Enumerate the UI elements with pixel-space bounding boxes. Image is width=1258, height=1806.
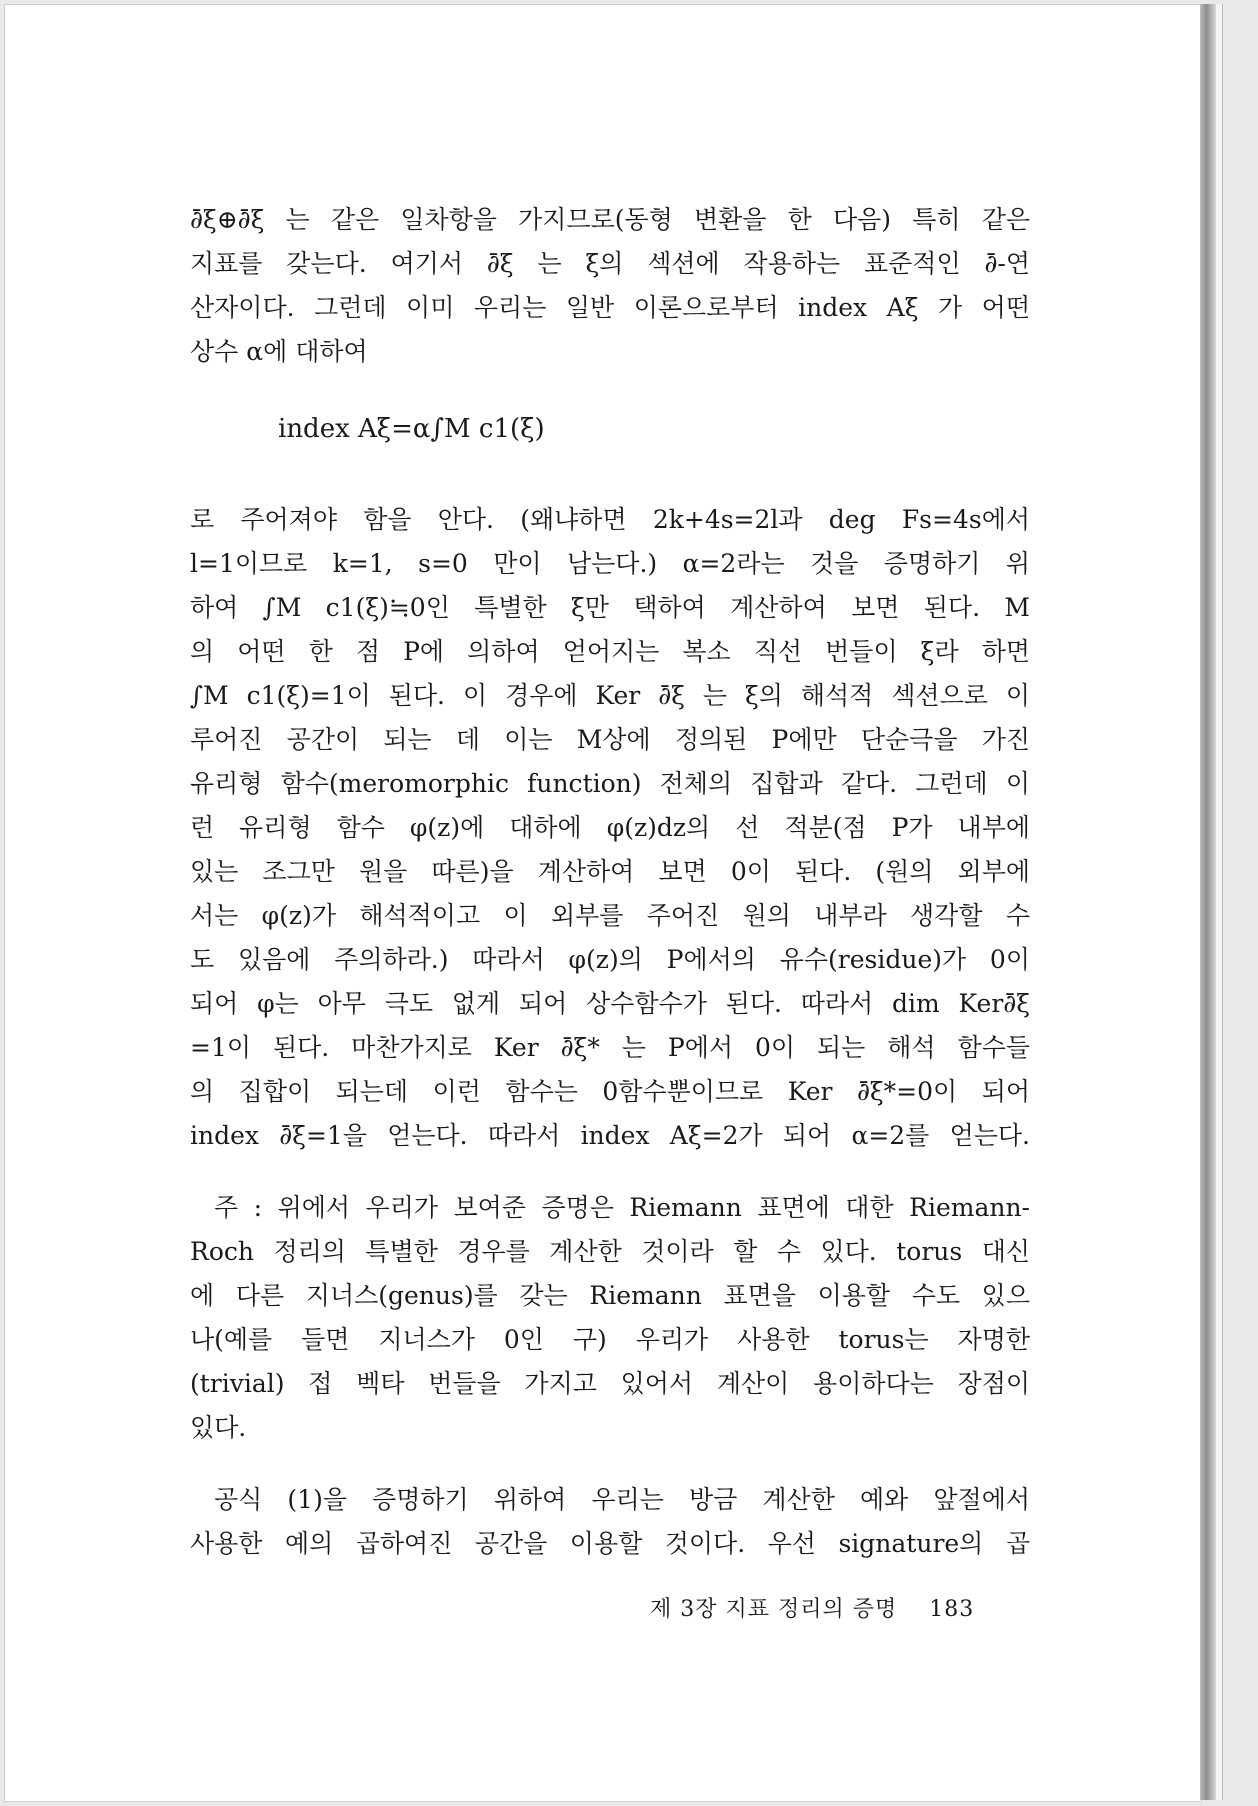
text-line: 사용한 예의 곱하여진 공간을 이용할 것이다. 우선 signature의 곱 xyxy=(190,1529,1030,1558)
text-line: 런 유리형 함수 φ(z)에 대하에 φ(z)dz의 선 적분(점 P가 내부에 xyxy=(190,813,1030,842)
page-footer xyxy=(650,1592,974,1623)
text-line: ∂̄ξ⊕∂̄ξ 는 같은 일차항을 가지므로(동형 변환을 한 다음) 특히 같은 xyxy=(190,205,1030,234)
page-edge-shadow xyxy=(1200,4,1216,1800)
text-line: 에 다른 지너스(genus)를 갖는 Riemann 표면을 이용할 수도 있으 xyxy=(190,1281,1030,1310)
text-line: Roch 정리의 특별한 경우를 계산한 것이라 할 수 있다. torus 대신 xyxy=(190,1237,1030,1266)
text-line: ∫M c1(ξ)=1이 된다. 이 경우에 Ker ∂̄ξ 는 ξ의 해석적 섹션으로 이 xyxy=(190,681,1030,710)
paragraph-2 xyxy=(190,498,1030,1158)
text-line: 상수 α에 대하여 xyxy=(190,337,368,366)
text-line: 유리형 함수(meromorphic function) 전체의 집합과 같다. 그런데 이 xyxy=(190,769,1030,798)
text-line: 주 : 위에서 우리가 보여준 증명은 Riemann 표면에 대한 Riemann- xyxy=(214,1193,1030,1222)
paragraph-4 xyxy=(190,1478,1030,1566)
page-number: 183 xyxy=(929,1597,975,1622)
text-line: 의 어떤 한 점 P에 의하여 얻어지는 복소 직선 번들이 ξ라 하면 xyxy=(190,637,1030,666)
text-line: index ∂̄ξ=1을 얻는다. 따라서 index Aξ=2가 되어 α=2를 얻는다. xyxy=(190,1121,1030,1150)
index-formula: index Aξ=α∫M c1(ξ) xyxy=(278,414,545,444)
text-line: 공식 (1)을 증명하기 위하여 우리는 방금 계산한 예와 앞절에서 xyxy=(214,1485,1030,1514)
text-line: 의 집합이 되는데 이런 함수는 0함수뿐이므로 Ker ∂̄ξ*=0이 되어 xyxy=(190,1077,1030,1106)
text-line: =1이 된다. 마찬가지로 Ker ∂̄ξ* 는 P에서 0이 되는 해석 함수들 xyxy=(190,1033,1030,1062)
text-line: 되어 φ는 아무 극도 없게 되어 상수함수가 된다. 따라서 dim Ker∂̄ξ xyxy=(190,989,1030,1018)
note-paragraph xyxy=(190,1186,1030,1450)
text-line: 있다. xyxy=(190,1413,247,1442)
text-line: 있는 조그만 원을 따른)을 계산하여 보면 0이 된다. (원의 외부에 xyxy=(190,857,1030,886)
chapter-title: 제 3장 지표 정리의 증명 xyxy=(650,1597,898,1622)
text-line: 산자이다. 그런데 이미 우리는 일반 이론으로부터 index Aξ 가 어떤 xyxy=(190,293,1030,322)
text-line: 하여 ∫M c1(ξ)≒0인 특별한 ξ만 택하여 계산하여 보면 된다. M xyxy=(190,593,1030,622)
text-line: (trivial) 접 벡타 번들을 가지고 있어서 계산이 용이하다는 장점이 xyxy=(190,1369,1030,1398)
text-line: 도 있음에 주의하라.) 따라서 φ(z)의 P에서의 유수(residue)가 0이 xyxy=(190,945,1030,974)
text-line: 로 주어져야 함을 안다. (왜냐하면 2k+4s=2l과 deg Fs=4s에서 xyxy=(190,505,1030,534)
text-line: 서는 φ(z)가 해석적이고 이 외부를 주어진 원의 내부라 생각할 수 xyxy=(190,901,1030,930)
text-line: 지표를 갖는다. 여기서 ∂̄ξ 는 ξ의 섹션에 작용하는 표준적인 ∂̄-연 xyxy=(190,249,1030,278)
text-line: 나(예를 들면 지너스가 0인 구) 우리가 사용한 torus는 자명한 xyxy=(190,1325,1030,1354)
paragraph-1 xyxy=(190,198,1030,374)
page-edge-stack xyxy=(1216,4,1223,1800)
text-line: 루어진 공간이 되는 데 이는 M상에 정의된 P에만 단순극을 가진 xyxy=(190,725,1030,754)
text-line: l=1이므로 k=1, s=0 만이 남는다.) α=2라는 것을 증명하기 위 xyxy=(190,549,1030,578)
